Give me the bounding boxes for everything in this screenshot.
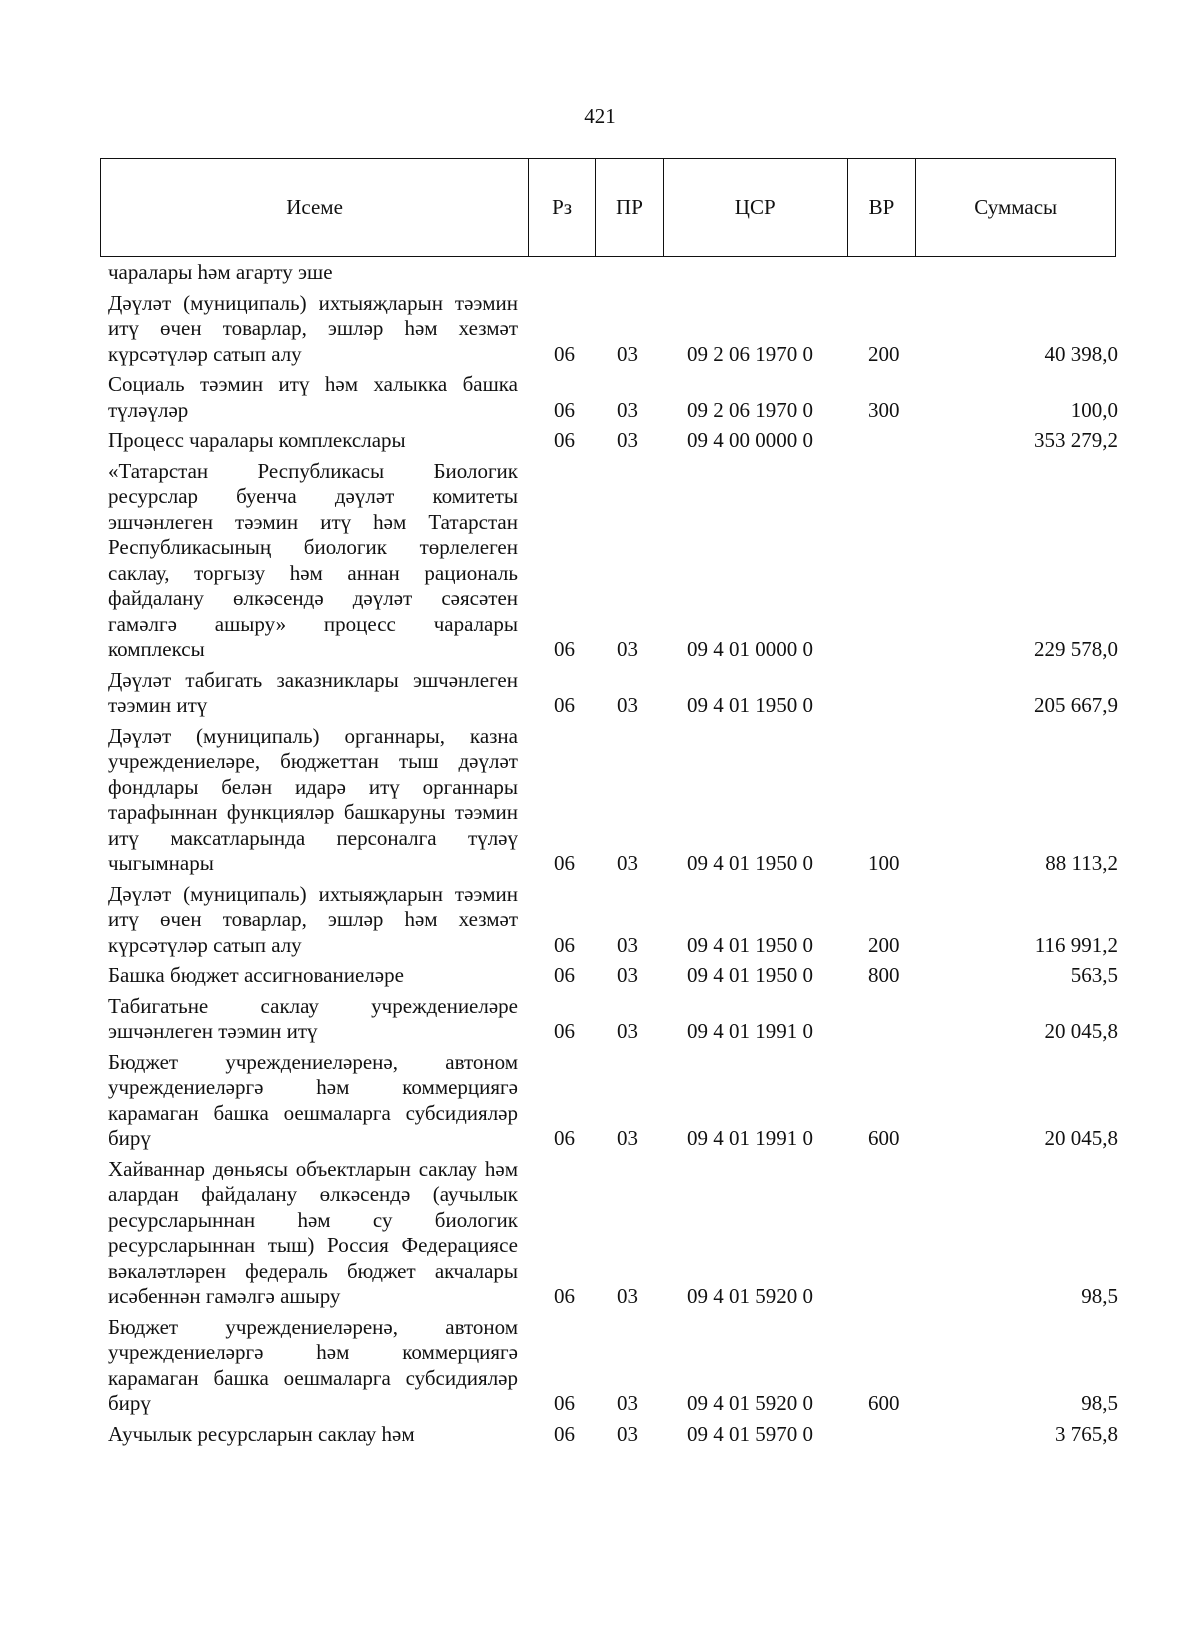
table-row xyxy=(108,994,1118,1045)
table-row xyxy=(108,1422,1118,1448)
cell-sum: 116 991,2 xyxy=(1034,932,1118,957)
cell-csr: 09 4 00 0000 0 xyxy=(687,428,813,452)
cell-vr: 800 xyxy=(868,963,900,987)
cell-name: Башка бюджет ассигнованиеләре xyxy=(108,963,404,987)
cell-pr: 03 xyxy=(617,963,638,987)
cell-sum: 20 045,8 xyxy=(1044,1126,1118,1150)
cell-csr: 09 4 01 1950 0 xyxy=(687,963,813,987)
cell-csr: 09 4 01 1991 0 xyxy=(687,1019,813,1043)
cell-vr: 300 xyxy=(868,397,900,422)
cell-name: Бюджет учреждениеләренә, автоном учреждениеләргә һәм коммерциягә карамаган башка оешмаларга субсидияләр бирү xyxy=(108,1314,518,1415)
cell-sum: 98,5 xyxy=(1081,1391,1118,1415)
cell-rz: 06 xyxy=(554,1284,575,1308)
cell-pr: 03 xyxy=(617,1019,638,1043)
table-row xyxy=(108,1050,1118,1152)
table-row xyxy=(108,291,1118,368)
cell-pr: 03 xyxy=(617,693,638,717)
cell-name: Дәүләт (муниципаль) органнары, казна учреждениеләре, бюджеттан тыш дәүләт фондлары белән идарә итү органнары тарафыннан функцияләр башкаруны тәэмин итү максатларында персоналга түләү чыгымнары xyxy=(108,723,518,875)
cell-pr: 03 xyxy=(617,637,638,661)
cell-name: Бюджет учреждениеләренә, автоном учреждениеләргә һәм коммерциягә карамаган башка оешмаларга субсидияләр бирү xyxy=(108,1049,518,1150)
table-row xyxy=(108,459,1118,663)
cell-vr: 600 xyxy=(868,1391,900,1415)
cell-name: Дәүләт (муниципаль) ихтыяҗларын тәэмин итү өчен товарлар, эшләр һәм хезмәт күрсәтүләр сатып алу xyxy=(108,881,518,957)
cell-pr: 03 xyxy=(617,851,638,875)
cell-name: Хайваннар дөньясы объектларын саклау һәм алардан файдалану өлкәсендә (аучылык ресурсларыннан һәм су биологик ресурсларыннан тыш) Россия Федерациясе вәкаләтләрен федераль бюджет акчалары исәбеннән гамәлгә ашыру xyxy=(108,1156,518,1308)
table-row xyxy=(108,260,1118,286)
cell-csr: 09 4 01 5970 0 xyxy=(687,1421,813,1446)
cell-name: Социаль тәэмин итү һәм халыкка башка түләүләр xyxy=(108,372,518,422)
cell-csr: 09 4 01 1950 0 xyxy=(687,693,813,717)
cell-pr: 03 xyxy=(617,397,638,422)
cell-csr: 09 4 01 0000 0 xyxy=(687,637,813,661)
cell-csr: 09 4 01 1950 0 xyxy=(687,932,813,957)
cell-sum: 563,5 xyxy=(1070,963,1118,987)
cell-name: чаралары һәм агарту эше xyxy=(108,260,333,284)
cell-csr: 09 2 06 1970 0 xyxy=(687,397,813,422)
table-row xyxy=(108,882,1118,959)
cell-vr: 200 xyxy=(868,932,900,957)
cell-rz: 06 xyxy=(554,428,575,452)
budget-table-body xyxy=(108,260,1118,1452)
page-number: 421 xyxy=(584,104,616,128)
cell-pr: 03 xyxy=(617,428,638,452)
header-name: Исеме xyxy=(101,159,529,256)
cell-pr: 03 xyxy=(617,1284,638,1308)
table-row xyxy=(108,428,1118,454)
cell-name: Дәүләт (муниципаль) ихтыяҗларын тәэмин итү өчен товарлар, эшләр һәм хезмәт күрсәтүләр сатып алу xyxy=(108,290,518,366)
cell-sum: 40 398,0 xyxy=(1044,341,1118,366)
cell-pr: 03 xyxy=(617,1421,638,1446)
cell-csr: 09 2 06 1970 0 xyxy=(687,341,813,366)
header-sum: Суммасы xyxy=(974,195,1058,219)
cell-vr: 100 xyxy=(868,851,900,875)
cell-sum: 353 279,2 xyxy=(1034,428,1118,452)
cell-rz: 06 xyxy=(554,963,575,987)
cell-pr: 03 xyxy=(617,341,638,366)
cell-name: Аучылык ресурсларын саклау һәм xyxy=(108,1421,415,1446)
cell-sum: 205 667,9 xyxy=(1034,693,1118,717)
table-row xyxy=(108,724,1118,877)
cell-pr: 03 xyxy=(617,932,638,957)
cell-rz: 06 xyxy=(554,1391,575,1415)
cell-pr: 03 xyxy=(617,1391,638,1415)
cell-csr: 09 4 01 1991 0 xyxy=(687,1126,813,1150)
table-row xyxy=(108,668,1118,719)
cell-csr: 09 4 01 5920 0 xyxy=(687,1391,813,1415)
cell-csr: 09 4 01 1950 0 xyxy=(687,851,813,875)
cell-vr: 600 xyxy=(868,1126,900,1150)
cell-rz: 06 xyxy=(554,341,575,366)
cell-pr: 03 xyxy=(617,1126,638,1150)
table-row xyxy=(108,963,1118,989)
cell-rz: 06 xyxy=(554,932,575,957)
header-rz: Рз xyxy=(529,159,596,256)
cell-rz: 06 xyxy=(554,1126,575,1150)
cell-sum: 20 045,8 xyxy=(1044,1019,1118,1043)
cell-rz: 06 xyxy=(554,637,575,661)
table-header xyxy=(100,158,1116,257)
cell-rz: 06 xyxy=(554,397,575,422)
cell-csr: 09 4 01 5920 0 xyxy=(687,1284,813,1308)
cell-rz: 06 xyxy=(554,1421,575,1446)
cell-vr: 200 xyxy=(868,341,900,366)
cell-name: Табигатьне саклау учреждениеләре эшчәнлеген тәэмин итү xyxy=(108,993,518,1043)
table-row xyxy=(108,1157,1118,1310)
cell-name: «Татарстан Республикасы Биологик ресурслар буенча дәүләт комитеты эшчәнлеген тәэмин итү һәм Татарстан Республикасының биологик төрлелеген саклау, торгызу һәм аннан рациональ файдалану өлкәсендә дәүләт сәясәтен гамәлгә ашыру» процесс чаралары комплексы xyxy=(108,458,518,661)
cell-rz: 06 xyxy=(554,851,575,875)
cell-sum: 88 113,2 xyxy=(1045,851,1118,875)
cell-rz: 06 xyxy=(554,1019,575,1043)
cell-rz: 06 xyxy=(554,693,575,717)
header-pr: ПР xyxy=(596,159,664,256)
cell-sum: 98,5 xyxy=(1081,1284,1118,1308)
cell-sum: 229 578,0 xyxy=(1034,637,1118,661)
header-csr: ЦСР xyxy=(664,159,848,256)
cell-sum: 3 765,8 xyxy=(1055,1421,1118,1446)
table-row xyxy=(108,372,1118,423)
cell-name: Дәүләт табигать заказниклары эшчәнлеген тәэмин итү xyxy=(108,667,518,717)
cell-name: Процесс чаралары комплекслары xyxy=(108,428,406,452)
table-row xyxy=(108,1315,1118,1417)
header-vr: ВР xyxy=(848,159,917,256)
cell-sum: 100,0 xyxy=(1070,397,1118,422)
